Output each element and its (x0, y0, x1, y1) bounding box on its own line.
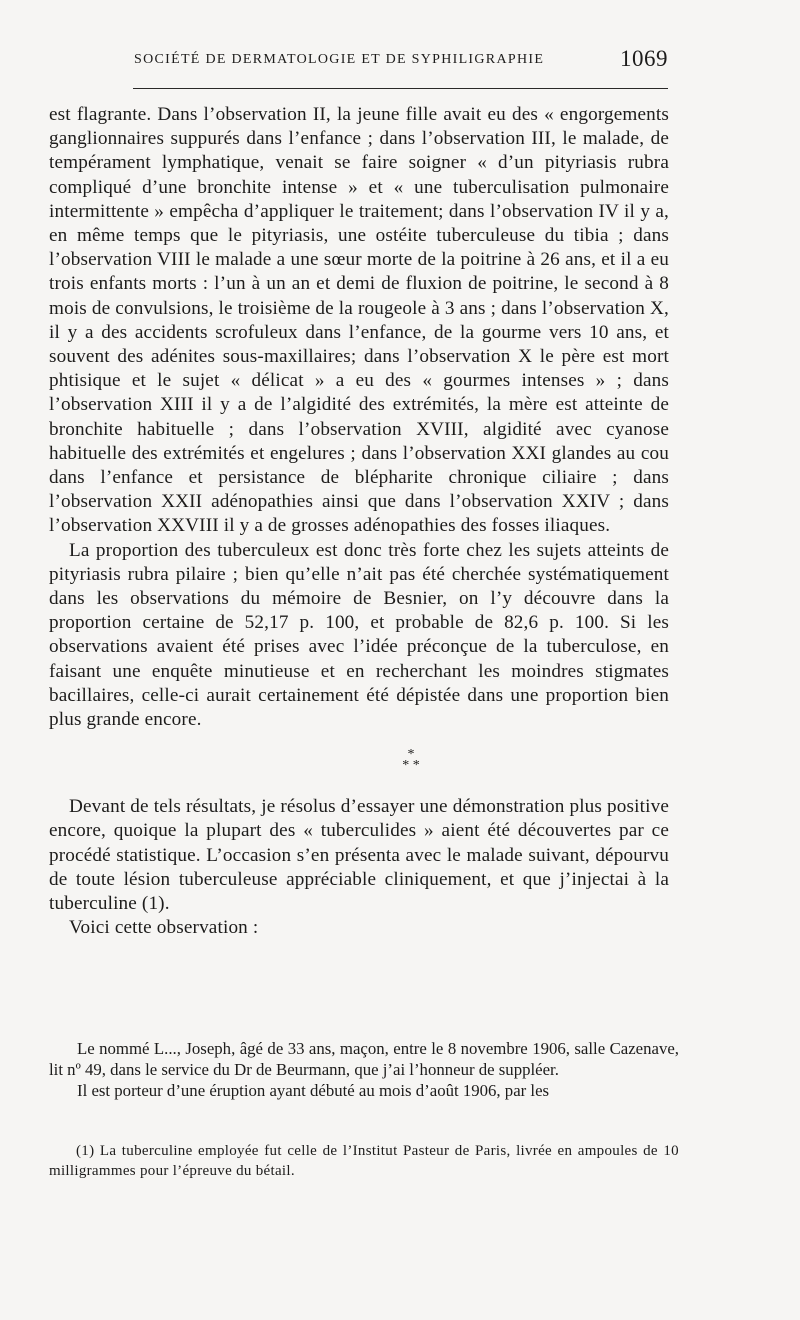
separator-stars-bottom: * * (402, 758, 420, 774)
footnote (49, 1141, 679, 1181)
paragraph-demonstration: Devant de tels résultats, je résolus d’essayer une démonstration plus positive encore, quoique la plupart des « tuberculides » aient été découvertes par ce procédé statistique. L’occasion s’en présenta avec le malade suivant, dépourvu de toute lésion tuberculeuse appréciable cliniquement, et que j’injectai à la tuberculine (1). (49, 796, 669, 915)
observation-text (49, 1038, 679, 1101)
header-rule (133, 88, 668, 89)
page-number: 1069 (620, 46, 668, 71)
paragraph-continued: est flagrante. Dans l’observation II, la jeune fille avait eu des « engorgements ganglionnaires suppurés dans l’enfance ; dans l’observation III, le malade, de tempérament lymphatique, venait se faire soigner « d’un pityriasis rubra compliqué d’une bronchite intense » et « une tuberculisation pulmonaire intermittente » empêcha d’appliquer le traitement; dans l’observation IV il y a, en même temps que le pityriasis, une ostéite tuberculeuse du tibia ; dans l’observation VIII le malade a une sœur morte de la poitrine à 26 ans, et il a eu trois enfants morts : l’un à un an et demi de fluxion de poitrine, le second à 8 mois de convulsions, le troisième de la rougeole à 3 ans ; dans l’observation X, il y a des accidents scrofuleux dans l’enfance, de la gourme vers 10 ans, et souvent des adénites sous-maxillaires; dans l’observation X le père est mort phtisique et le sujet « délicat » a eu des « gourmes intenses » ; dans l’observation XIII il y a de l’algidité des extrémités, la mère est atteinte de bronchite habituelle ; dans l’observation XVIII, algidité avec cyanose habituelle des extrémités et engelures ; dans l’observation XXI glandes au cou dans l’enfance et persistance de blépharite chronique ciliaire ; dans l’observation XXII adénopathies ainsi que dans l’observation XXIV ; dans l’observation XXVIII il y a de grosses adénopathies des fosses iliaques. (49, 104, 669, 537)
section-separator (101, 749, 721, 775)
main-text (49, 103, 669, 941)
observation-paragraph: Il est porteur d’une éruption ayant débuté au mois d’août 1906, par les (77, 1081, 550, 1100)
page-header (134, 48, 668, 74)
footnote-text: (1) La tuberculine employée fut celle de l’Institut Pasteur de Paris, livrée en ampoules de 10 milligrammes pour l’épreuve du bétail. (49, 1143, 679, 1179)
separator-star-top: * (407, 747, 415, 763)
paragraph-observation-intro: Voici cette observation : (69, 917, 259, 939)
paragraph-proportion: La proportion des tuberculeux est donc très forte chez les sujets atteints de pityriasis rubra pilaire ; bien qu’elle n’ait pas été cherchée systématiquement dans les observations du mémoire de Besnier, on l’y découvre dans la proportion certaine de 52,17 p. 100, et probable de 82,6 p. 100. Si les observations avaient été prises avec l’idée préconçue de la tuberculose, en faisant une enquête minutieuse et en recherchant les moindres stigmates bacillaires, celle-ci aurait certainement été dépistée dans une proportion bien plus grande encore. (49, 539, 669, 731)
observation-paragraph: Le nommé L..., Joseph, âgé de 33 ans, maçon, entre le 8 novembre 1906, salle Cazenave, lit nº 49, dans le service du Dr de Beurmann, que j’ai l’honneur de suppléer. (49, 1039, 679, 1079)
running-title: SOCIÉTÉ DE DERMATOLOGIE ET DE SYPHILIGRAPHIE (134, 52, 545, 67)
